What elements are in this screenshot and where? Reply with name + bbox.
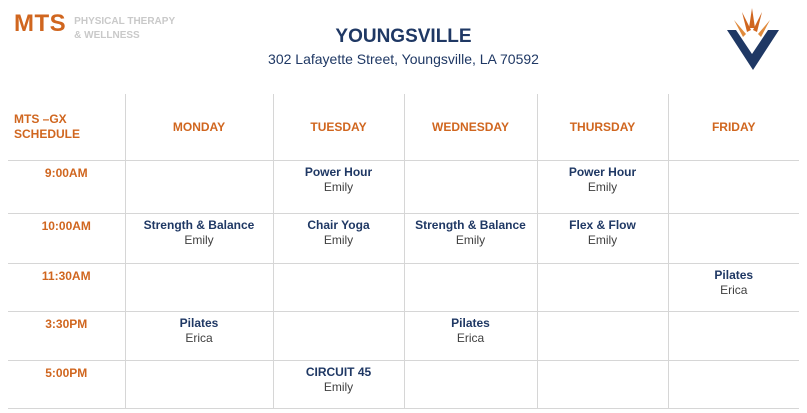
schedule-corner-label — [8, 94, 125, 161]
day-header-wednesday: WEDNESDAY — [404, 94, 537, 161]
page-title: YOUNGSVILLE — [335, 26, 472, 47]
instructor-name: Erica — [456, 331, 485, 345]
instructor-name: Emily — [323, 380, 354, 394]
day-header-thursday: THURSDAY — [537, 94, 668, 161]
class-cell-friday — [668, 214, 799, 264]
class-cell-tuesday — [273, 361, 404, 409]
class-cell-friday — [668, 361, 799, 409]
class-name: Power Hour — [568, 165, 637, 179]
location-address: 302 Lafayette Street, Youngsville, LA 70592 — [268, 51, 539, 67]
class-cell-tuesday — [273, 312, 404, 361]
class-cell-wednesday — [404, 312, 537, 361]
schedule-header-row — [8, 94, 799, 161]
class-name: Strength & Balance — [143, 218, 255, 232]
class-cell-wednesday — [404, 264, 537, 312]
instructor-name: Emily — [184, 233, 214, 247]
time-slot-label: 5:00PM — [8, 361, 125, 409]
class-cell-friday — [668, 161, 799, 214]
instructor-name: Erica — [720, 283, 748, 297]
corner-label-line-2: SCHEDULE — [14, 127, 81, 141]
class-cell-thursday — [537, 264, 668, 312]
schedule-row — [8, 361, 799, 409]
class-cell-monday — [125, 312, 273, 361]
time-slot-label: 11:30AM — [8, 264, 125, 312]
class-cell-wednesday — [404, 214, 537, 264]
class-cell-monday — [125, 214, 273, 264]
class-name: Power Hour — [304, 165, 373, 179]
instructor-name: Emily — [455, 233, 486, 247]
class-cell-tuesday — [273, 161, 404, 214]
instructor-name: Emily — [587, 180, 618, 194]
class-cell-friday — [668, 312, 799, 361]
schedule-row — [8, 264, 799, 312]
schedule-row — [8, 312, 799, 361]
instructor-name: Erica — [185, 331, 213, 345]
logo-wordmark: MTS — [14, 10, 67, 37]
schedule-row — [8, 161, 799, 214]
class-name: Strength & Balance — [415, 218, 526, 232]
class-name: Pilates — [714, 268, 754, 282]
time-slot-label: 3:30PM — [8, 312, 125, 361]
day-header-friday: FRIDAY — [668, 94, 799, 161]
class-cell-wednesday — [404, 361, 537, 409]
day-header-monday: MONDAY — [125, 94, 273, 161]
class-name: Flex & Flow — [569, 218, 636, 232]
class-name: Pilates — [451, 316, 490, 330]
class-cell-thursday — [537, 361, 668, 409]
class-cell-tuesday — [273, 214, 404, 264]
class-cell-thursday — [537, 312, 668, 361]
class-cell-thursday — [537, 161, 668, 214]
day-header-tuesday: TUESDAY — [273, 94, 404, 161]
instructor-name: Emily — [587, 233, 618, 247]
class-cell-monday — [125, 264, 273, 312]
class-cell-monday — [125, 361, 273, 409]
class-cell-tuesday — [273, 264, 404, 312]
class-cell-wednesday — [404, 161, 537, 214]
class-cell-thursday — [537, 214, 668, 264]
corner-label-line-1: MTS –GX — [14, 112, 67, 126]
class-name: CIRCUIT 45 — [305, 365, 372, 379]
schedule-table — [8, 94, 799, 409]
logo-tagline-line-1: PHYSICAL THERAPY — [74, 16, 176, 27]
instructor-name: Emily — [323, 233, 354, 247]
instructor-name: Emily — [323, 180, 354, 194]
class-name: Chair Yoga — [307, 218, 370, 232]
schedule-row — [8, 214, 799, 264]
class-name: Pilates — [179, 316, 219, 330]
time-slot-label: 10:00AM — [8, 214, 125, 264]
logo-tagline-line-2: & WELLNESS — [74, 30, 140, 41]
class-cell-monday — [125, 161, 273, 214]
class-cell-friday — [668, 264, 799, 312]
time-slot-label: 9:00AM — [8, 161, 125, 214]
